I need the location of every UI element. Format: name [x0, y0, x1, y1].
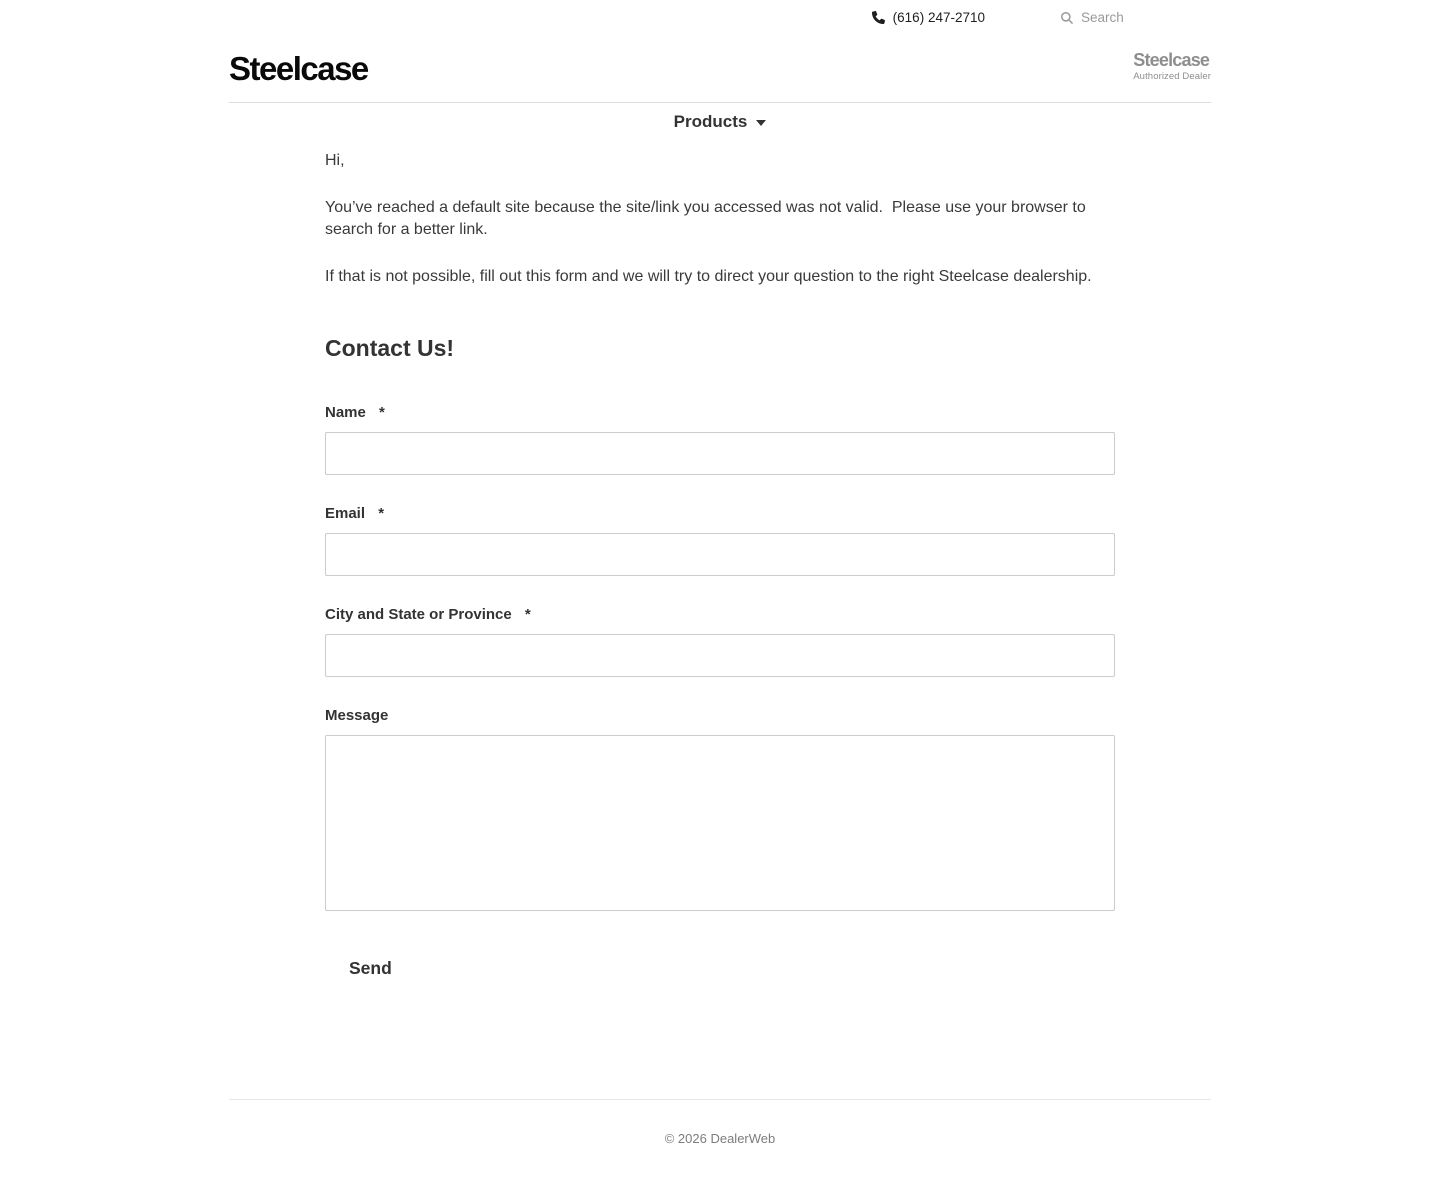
city-state-field-group — [325, 606, 1115, 677]
message-label-text: Message — [325, 707, 389, 724]
name-field-group — [325, 404, 1115, 475]
masthead — [229, 35, 1211, 103]
main-nav — [229, 103, 1211, 140]
city-state-label-text: City and State or Province — [325, 606, 512, 623]
search-box[interactable] — [1060, 10, 1211, 25]
search-input[interactable] — [1081, 10, 1211, 25]
copyright-text: © 2026 DealerWeb — [664, 1131, 776, 1146]
steelcase-logo[interactable]: Steelcase — [229, 50, 368, 87]
intro-text — [325, 150, 1115, 288]
email-label-text: Email — [325, 505, 366, 522]
city-state-input[interactable] — [325, 634, 1115, 677]
phone-number: (616) 247-2710 — [892, 10, 985, 25]
message-label — [325, 707, 1115, 724]
email-input[interactable] — [325, 533, 1115, 576]
contact-form — [325, 404, 1115, 989]
message-field-group — [325, 707, 1115, 916]
email-field-group — [325, 505, 1115, 576]
phone-link[interactable] — [872, 10, 985, 25]
city-state-label — [325, 606, 1115, 623]
products-label: Products — [673, 112, 748, 131]
name-input[interactable] — [325, 432, 1115, 475]
intro-paragraph-1: You’ve reached a default site because the site/link you accessed was not valid. Please use your browser to search for a better link. — [325, 199, 1086, 238]
phone-icon — [872, 11, 885, 24]
topbar-inner — [229, 0, 1211, 35]
email-label — [325, 505, 1115, 522]
footer — [0, 1099, 1440, 1194]
name-label-text: Name — [325, 404, 366, 421]
greeting-text: Hi, — [325, 152, 345, 169]
contact-us-heading: Contact Us! — [325, 335, 455, 361]
send-button[interactable]: Send — [325, 948, 416, 989]
chevron-down-icon — [756, 120, 766, 126]
search-icon — [1060, 11, 1074, 25]
dealer-logo-brand: Steelcase — [1133, 50, 1210, 71]
topbar — [0, 0, 1440, 35]
nav-item-products[interactable] — [674, 112, 767, 132]
authorized-dealer-logo — [1133, 51, 1211, 86]
main-content — [325, 140, 1115, 989]
email-required-asterisk: * — [378, 505, 385, 522]
send-row — [325, 948, 1115, 989]
footer-inner — [229, 1099, 1211, 1194]
name-required-asterisk: * — [379, 404, 385, 421]
intro-paragraph-2: If that is not possible, fill out this form and we will try to direct your question to the right Steelcase dealership. — [325, 268, 1092, 285]
dealer-logo-subtitle: Authorized Dealer — [1133, 71, 1211, 83]
city-state-required-asterisk: * — [524, 606, 531, 623]
message-textarea[interactable] — [325, 735, 1115, 911]
name-label — [325, 404, 1115, 421]
